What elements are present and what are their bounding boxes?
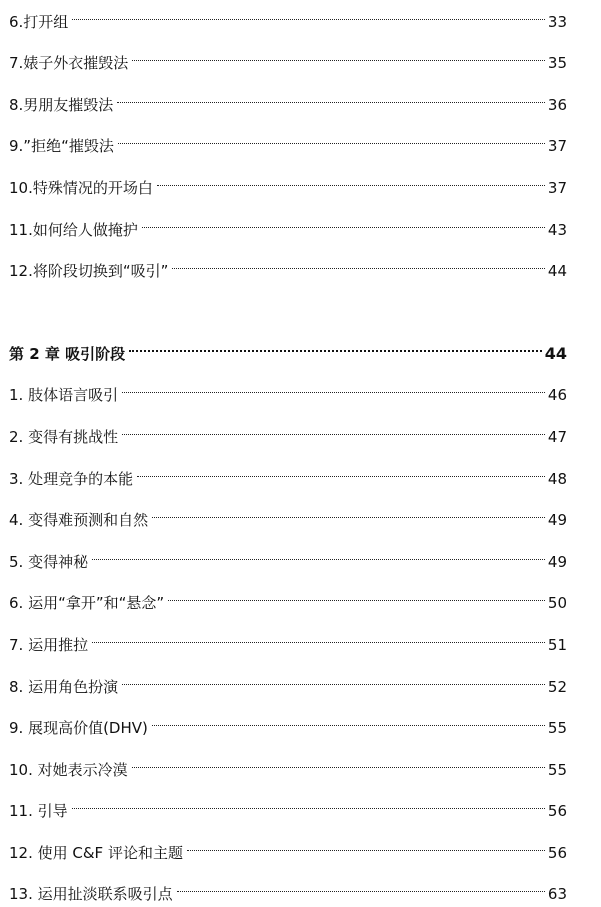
dot-leader xyxy=(129,333,542,359)
toc-page-number: 46 xyxy=(547,386,567,404)
toc-page-number: 48 xyxy=(547,470,567,488)
toc-entry-title: 6.打开组 xyxy=(9,13,69,31)
toc-entry-title: 11.如何给人做掩护 xyxy=(9,221,138,239)
toc-page-number: 43 xyxy=(547,221,567,239)
toc-entry xyxy=(9,1,567,31)
toc-entry-title: 13. 运用扯淡联系吸引点 xyxy=(9,885,173,903)
toc-entry-title: 1. 肢体语言吸引 xyxy=(9,386,119,404)
dot-leader xyxy=(177,873,545,899)
toc-entry xyxy=(9,624,567,654)
toc-page-number: 63 xyxy=(547,885,567,903)
toc-entry-title: 10.特殊情况的开场白 xyxy=(9,179,153,197)
toc-page-number: 33 xyxy=(547,13,567,31)
toc-entry xyxy=(9,416,567,446)
dot-leader xyxy=(122,374,545,400)
toc-entry-title: 2. 变得有挑战性 xyxy=(9,428,119,446)
toc-entry-title: 7. 运用推拉 xyxy=(9,636,89,654)
toc-entry-title: 4. 变得难预测和自然 xyxy=(9,511,149,529)
toc-page-number: 37 xyxy=(547,137,567,155)
dot-leader xyxy=(122,666,545,692)
dot-leader xyxy=(168,582,545,608)
toc-entry-title: 12.将阶段切换到“吸引” xyxy=(9,262,169,280)
dot-leader xyxy=(187,832,545,858)
toc-chapter-heading xyxy=(9,333,567,363)
dot-leader xyxy=(72,790,545,816)
toc-entry xyxy=(9,749,567,779)
toc-page-number: 52 xyxy=(547,678,567,696)
dot-leader xyxy=(132,749,545,775)
dot-leader xyxy=(117,84,545,110)
dot-leader xyxy=(142,209,545,235)
toc-entry xyxy=(9,666,567,696)
dot-leader xyxy=(172,250,545,276)
toc-entry-title: 10. 对她表示冷漠 xyxy=(9,761,128,779)
toc-entry-title: 12. 使用 C&F 评论和主题 xyxy=(9,844,183,862)
toc-entry xyxy=(9,832,567,862)
dot-leader xyxy=(92,541,545,567)
dot-leader xyxy=(152,499,545,525)
toc-page-number: 36 xyxy=(547,96,567,114)
toc-page-number: 56 xyxy=(547,844,567,862)
dot-leader xyxy=(92,624,545,650)
toc-entry-title: 6. 运用“拿开”和“悬念” xyxy=(9,594,165,612)
toc-page-number: 49 xyxy=(547,511,567,529)
toc-page-number: 55 xyxy=(547,719,567,737)
toc-entry xyxy=(9,209,567,239)
toc-page-number: 55 xyxy=(547,761,567,779)
dot-leader xyxy=(72,1,545,27)
toc-entry xyxy=(9,582,567,612)
toc-page-number: 56 xyxy=(547,802,567,820)
toc-entry xyxy=(9,374,567,404)
toc-page-number: 47 xyxy=(547,428,567,446)
toc-entry xyxy=(9,458,567,488)
dot-leader xyxy=(132,42,545,68)
toc-page-number: 49 xyxy=(547,553,567,571)
toc-entry xyxy=(9,125,567,155)
dot-leader xyxy=(152,707,545,733)
dot-leader xyxy=(157,167,545,193)
toc-page-number: 44 xyxy=(547,262,567,280)
toc-entry-title: 7.婊子外衣摧毁法 xyxy=(9,54,129,72)
toc-entry-title: 5. 变得神秘 xyxy=(9,553,89,571)
dot-leader xyxy=(137,458,545,484)
dot-leader xyxy=(118,125,545,151)
toc-entry-title: 8.男朋友摧毁法 xyxy=(9,96,114,114)
toc-entry xyxy=(9,873,567,903)
toc-entry-title: 3. 处理竞争的本能 xyxy=(9,470,134,488)
toc-entry xyxy=(9,84,567,114)
toc-entry xyxy=(9,499,567,529)
toc-entry xyxy=(9,167,567,197)
toc-entry-title: 9. 展现高价值(DHV) xyxy=(9,719,148,737)
toc-page-number: 51 xyxy=(547,636,567,654)
toc-entry xyxy=(9,250,567,280)
toc-page-number: 50 xyxy=(547,594,567,612)
toc-entry xyxy=(9,42,567,72)
toc-page-number: 37 xyxy=(547,179,567,197)
toc-entry xyxy=(9,790,567,820)
chapter-page-number: 44 xyxy=(544,344,567,363)
toc-page-number: 35 xyxy=(547,54,567,72)
toc-entry-title: 11. 引导 xyxy=(9,802,68,820)
toc-entry xyxy=(9,707,567,737)
toc-entry-title: 8. 运用角色扮演 xyxy=(9,678,119,696)
chapter-title: 第 2 章 吸引阶段 xyxy=(9,345,126,363)
dot-leader xyxy=(122,416,545,442)
toc-entry xyxy=(9,541,567,571)
toc-entry-title: 9.”拒绝“摧毁法 xyxy=(9,137,114,155)
